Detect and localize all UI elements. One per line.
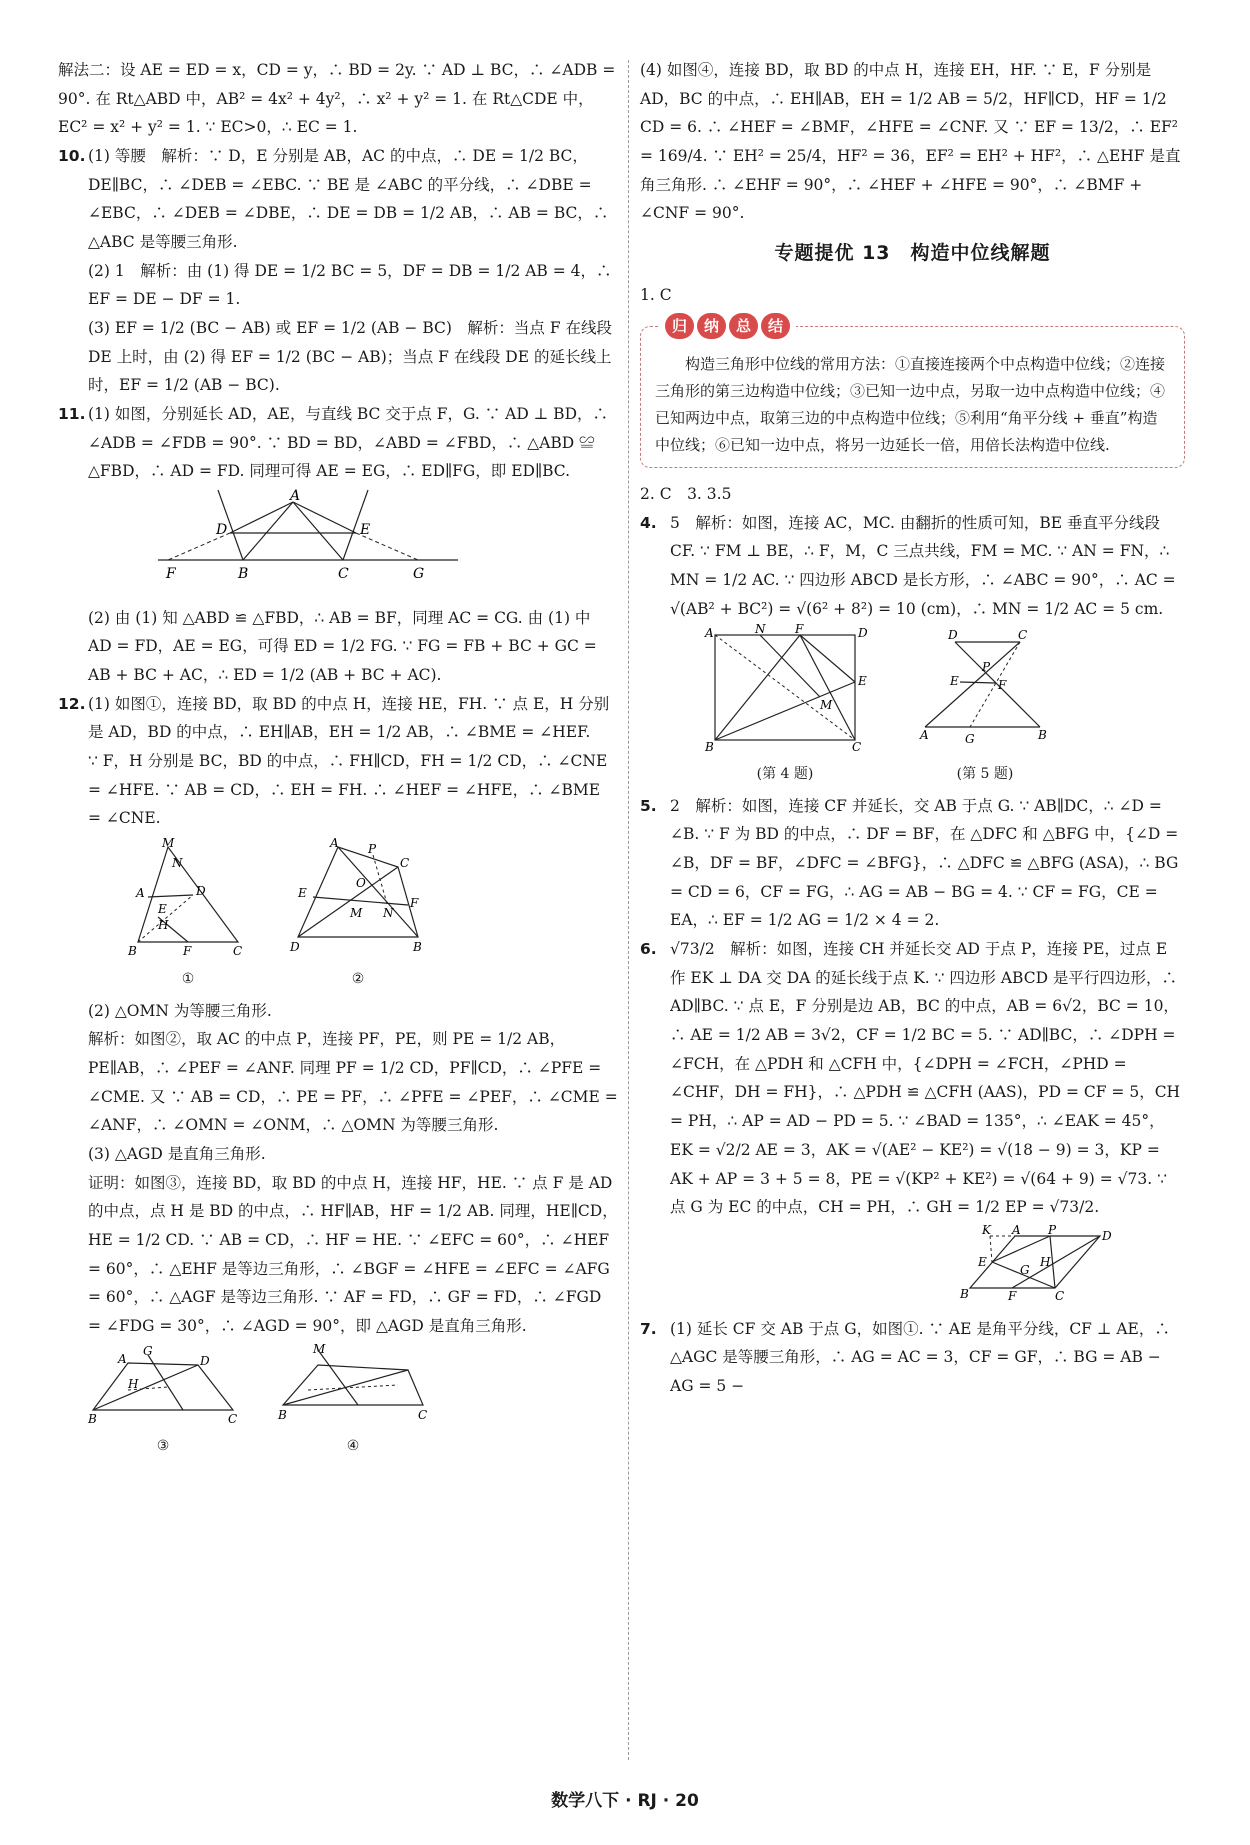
problem-12-part-2: (2) △OMN 为等腰三角形.: [88, 1001, 272, 1020]
svg-text:A: A: [136, 886, 145, 901]
svg-text:P: P: [982, 660, 991, 675]
figure-12-4: [278, 1341, 428, 1461]
svg-text:C: C: [1018, 628, 1028, 643]
svg-text:E: E: [298, 886, 307, 901]
svg-text:E: E: [158, 902, 167, 917]
caption-2: ②: [351, 970, 365, 987]
problem-12-part-2-solution: 解析：如图②，取 AC 的中点 P，连接 PF，PE，则 PE = 1/2 AB，PE∥AB，∴ ∠PEF = ∠ANF. 同理 PF = 1/2 CD，PF∥CD，∴ ∠PFE = ∠CME. 又 ∵ AB = CD，∴ PE = PF，∴ ∠PFE = ∠PEF，∴ ∠CME = ∠ANF，∴ ∠OMN = ∠ONM，∴ △OMN 为等腰三角形.: [88, 1030, 618, 1135]
svg-text:B: B: [238, 566, 249, 583]
figure-11: [58, 490, 618, 600]
svg-text:C: C: [418, 1407, 428, 1422]
problem-12-line-2: ∵ F，H 分别是 BC，BD 的中点，∴ FH∥CD，FH = 1/2 CD，∴ ∠CNE = ∠HFE. ∵ AB = CD，∴ EH = FH. ∴ ∠HEF = ∠HFE，∴ ∠BME = ∠CNE.: [88, 752, 608, 828]
svg-text:B: B: [88, 1411, 97, 1426]
svg-text:A: A: [290, 488, 301, 505]
answers-2-3: 2. C 3. 3.5: [640, 484, 732, 503]
solution-l1: 解法二：设 AE = ED = x，CD = y，∴ BD = 2y. ∵ AD ⊥ BC，∴ ∠ADB = 90°. 在 Rt△ABD 中，AB² = 4x² + 4y²，∴ x² + y² = 1. 在 Rt△CDE 中，EC² = x² + y² = 1. ∵ EC>0，∴ EC = 1.: [58, 61, 616, 137]
caption-3: ③: [156, 1438, 170, 1455]
svg-text:F: F: [795, 622, 804, 637]
problem-10-part-3: (3) EF = 1/2 (BC − AB) 或 EF = 1/2 (AB − BC) 解析：当点 F 在线段 DE 上时，由 (2) 得 EF = 1/2 (BC − AB)；当点 F 在线段 DE 的延长线上时，EF = 1/2 (AB − BC).: [88, 319, 613, 395]
figures-4-5: [640, 622, 1185, 788]
svg-text:M: M: [313, 1341, 326, 1356]
summary-tag-char: 总: [729, 313, 758, 339]
summary-text: 构造三角形中位线的常用方法：①直接连接两个中点构造中位线；②连接三角形的第三边构造中位线；③已知一边中点，另取一边中点构造中位线；④已知两边中点，取第三边的中点构造中位线；⑤利用“角平分线 + 垂直”构造中位线；⑥已知一边中点，将另一边延长一倍，用倍长法构造中位线.: [655, 354, 1166, 454]
caption-4: ④: [346, 1438, 360, 1455]
svg-text:B: B: [128, 944, 137, 959]
svg-text:D: D: [196, 884, 206, 899]
svg-text:B: B: [705, 740, 714, 755]
svg-text:A: A: [330, 836, 339, 851]
problem-text: (1) 如图，分别延长 AD，AE，与直线 BC 交于点 F，G. ∵ AD ⊥ BD，∴ ∠ADB = ∠FDB = 90°. ∵ BD = BD，∠ABD = ∠FBD，∴ △ABD ≌ △FBD，∴ AD = FD. 同理可得 AE = EG，∴ ED∥FG，即 ED∥BC.: [88, 405, 608, 481]
caption-fig4: (第 4 题): [756, 765, 814, 782]
problem-text: 2 解析：如图，连接 CF 并延长，交 AB 于点 G. ∵ AB∥DC，∴ ∠D = ∠B. ∵ F 为 BD 的中点，∴ DF = BF，在 △DFC 和 △BFG 中，{∠D = ∠B，DF = BF，∠DFC = ∠BFG}，∴ △DFC ≌ △BFG (ASA)，∴ BG = CD = 6，CF = FG，∴ AG = AB − BG = 4. ∵ CF = FG，CE = EA，∴ EF = 1/2 AG = 1/2 × 4 = 2.: [670, 796, 1179, 930]
summary-tag-char: 归: [665, 313, 694, 339]
figure-12-2: [288, 837, 428, 993]
solution-r1: (4) 如图④，连接 BD，取 BD 的中点 H，连接 EH，HF. ∵ E，F 分别是 AD，BC 的中点，∴ EH∥AB，EH = 1/2 AB = 5/2，HF∥CD，HF = 1/2 CD = 6. ∴ ∠HEF = ∠BMF，∠HFE = ∠CNF. 又 ∵ EF = 13/2，∴ EF² = 169/4. ∵ EH² = 25/4，HF² = 36，EF² = EH² + HF²，∴ △EHF 是直角三角形. ∴ ∠EHF = 90°，∴ ∠HEF + ∠HFE = 90°，∴ ∠BMF + ∠CNF = 90°.: [640, 61, 1181, 223]
summary-tag-char: 纳: [697, 313, 726, 339]
svg-text:G: G: [965, 732, 975, 747]
problem-text: (1) 如图①，连接 BD，取 BD 的中点 H，连接 HE，FH. ∵ 点 E，H 分别是 AD，BD 的中点，∴ EH∥AB，EH = 1/2 AB，∴ ∠BME = ∠HEF.: [88, 694, 610, 742]
svg-text:O: O: [356, 876, 366, 891]
svg-text:B: B: [413, 940, 422, 955]
svg-text:P: P: [368, 842, 377, 857]
summary-tag: [659, 313, 796, 339]
svg-text:D: D: [858, 626, 868, 641]
svg-text:E: E: [978, 1254, 987, 1269]
geometry-figure: [58, 490, 578, 590]
svg-text:F: F: [1008, 1288, 1017, 1303]
problem-number: 6.: [640, 940, 657, 959]
svg-text:M: M: [162, 836, 175, 851]
problem-11: [58, 400, 618, 486]
column-divider: [628, 60, 629, 1760]
figure-12-3: [88, 1345, 238, 1461]
svg-text:E: E: [950, 674, 959, 689]
figure-12-row2: [58, 1341, 618, 1461]
caption-1: ①: [181, 970, 195, 987]
svg-text:E: E: [360, 522, 371, 539]
page-footer: 数学八下 · RJ · 20: [551, 1790, 699, 1811]
problem-7: [640, 1315, 1185, 1401]
caption-fig5: (第 5 题): [956, 765, 1014, 782]
svg-text:C: C: [228, 1411, 238, 1426]
problem-number: 12.: [58, 694, 86, 713]
svg-text:D: D: [216, 522, 228, 539]
figure-6: [640, 1222, 1185, 1311]
svg-text:F: F: [183, 944, 192, 959]
figure-4: [700, 622, 870, 788]
problem-10: [58, 142, 618, 257]
problem-number: 7.: [640, 1319, 657, 1338]
problem-12-part-3: (3) △AGD 是直角三角形.: [88, 1145, 266, 1164]
problem-number: 5.: [640, 796, 657, 815]
figure-12-row1: [58, 837, 618, 993]
left-column: [58, 56, 618, 1464]
figure-5: [920, 627, 1050, 788]
section-title: 专题提优 13 构造中位线解题: [774, 242, 1051, 265]
problem-text: 5 解析：如图，连接 AC，MC. 由翻折的性质可知，BE 垂直平分线段 CF. ∵ FM ⊥ BE，∴ F，M，C 三点共线，FM = MC. ∵ AN = FN，∴ MN = 1/2 AC. ∵ 四边形 ABCD 是长方形，∴ ∠ABC = 90°，∴ AC = √(AB² + BC²) = √(6² + 8²) = 10 (cm)，∴ MN = 1/2 AC = 5 cm.: [670, 513, 1176, 618]
problem-11-part-2: (2) 由 (1) 知 △ABD ≌ △FBD，∴ AB = BF，同理 AC = CG. 由 (1) 中 AD = FD，AE = EG，可得 ED = 1/2 FG. ∵ FG = FB + BC + GC = AB + BC + AC，∴ ED = 1/2 (AB + BC + AC).: [88, 608, 597, 685]
problem-number: 10.: [58, 147, 86, 166]
problem-12-part-3-proof: 证明：如图③，连接 BD，取 BD 的中点 H，连接 HF，HE. ∵ 点 F 是 AD 的中点，点 H 是 BD 的中点，∴ HF∥AB，HF = 1/2 AB. 同理，HE∥CD，HE = 1/2 CD. ∵ AB = CD，∴ HF = HE. ∵ ∠EFC = 60°，∴ ∠HEF = 60°，∴ △EHF 是等边三角形，∴ ∠BGF = ∠HFE = ∠EFC = ∠AFG = 60°，∴ △AGF 是等边三角形. ∵ AF = FD，∴ GF = FD，∴ ∠FGD = ∠FDG = 30°，∴ ∠AGD = 90°，即 △AGD 是直角三角形.: [88, 1173, 618, 1336]
answer-1: 1. C: [640, 286, 672, 305]
problem-6: [640, 935, 1185, 1222]
svg-text:H: H: [128, 1376, 139, 1391]
svg-text:E: E: [858, 674, 867, 689]
svg-text:A: A: [1012, 1222, 1021, 1237]
problem-text: (1) 等腰 解析：∵ D，E 分别是 AB，AC 的中点，∴ DE = 1/2 BC，DE∥BC，∴ ∠DEB = ∠EBC. ∵ BE 是 ∠ABC 的平分线，∴ ∠DBE = ∠EBC，∴ ∠DEB = ∠DBE，∴ DE = DB = 1/2 AB，∴ AB = BC，∴ △ABC 是等腰三角形.: [88, 147, 609, 252]
svg-text:G: G: [143, 1343, 153, 1358]
problem-number: 4.: [640, 513, 657, 532]
svg-text:C: C: [400, 856, 410, 871]
svg-text:P: P: [1048, 1222, 1057, 1237]
problem-5: [640, 792, 1185, 935]
svg-text:F: F: [998, 678, 1007, 693]
svg-text:G: G: [1020, 1262, 1030, 1277]
problem-4: [640, 509, 1185, 624]
svg-text:F: F: [166, 566, 176, 583]
svg-text:C: C: [852, 740, 862, 755]
svg-text:K: K: [982, 1222, 991, 1237]
svg-text:N: N: [172, 856, 183, 871]
figure-12-1: [128, 837, 248, 993]
svg-text:M: M: [350, 906, 363, 921]
svg-text:H: H: [1040, 1254, 1051, 1269]
svg-text:B: B: [1038, 728, 1047, 743]
problem-text: √73/2 解析：如图，连接 CH 并延长交 AD 于点 P，连接 PE，过点 E 作 EK ⊥ DA 交 DA 的延长线于点 K. ∵ 四边形 ABCD 是平行四边形，∴ AD∥BC. ∵ 点 E，F 分别是边 AB，BC 的中点，AB = 6√2，BC = 10，∴ AE = 1/2 AB = 3√2，CF = 1/2 BC = 5. ∵ AD∥BC，∴ ∠DPH = ∠FCH，在 △PDH 和 △CFH 中，{∠DPH = ∠FCH，∠PHD = ∠CHF，DH = FH}，∴ △PDH ≌ △CFH (AAS)，PD = CF = 5，CH = PH，∴ AP = AD − PD = 5. ∵ ∠BAD = 135°，∴ ∠EAK = 45°，EK = √2/2 AE = 3，AK = √(AE² − KE²) = √(18 − 9) = 3，KP = AK + AP = 3 + 5 = 8，PE = √(KP² + KE²) = √(64 + 9) = √73. ∵ 点 G 为 EC 的中点，CH = PH，∴ GH = 1/2 EP = √73/2.: [670, 940, 1181, 1217]
svg-text:C: C: [338, 566, 349, 583]
svg-text:N: N: [383, 906, 394, 921]
problem-10-part-2: (2) 1 解析：由 (1) 得 DE = 1/2 BC = 5，DF = DB = 1/2 AB = 4，∴ EF = DE − DF = 1.: [88, 261, 612, 309]
right-column: [640, 56, 1185, 1401]
summary-box: [640, 316, 1185, 468]
problem-number: 11.: [58, 405, 86, 424]
svg-text:D: D: [200, 1353, 210, 1368]
svg-text:B: B: [960, 1286, 969, 1301]
svg-text:A: A: [118, 1351, 127, 1366]
svg-text:C: C: [233, 944, 243, 959]
svg-text:A: A: [920, 728, 929, 743]
svg-text:G: G: [413, 566, 425, 583]
svg-text:D: D: [948, 628, 958, 643]
svg-text:C: C: [1055, 1288, 1065, 1303]
svg-text:F: F: [410, 896, 419, 911]
problem-text: (1) 延长 CF 交 AB 于点 G，如图①. ∵ AE 是角平分线，CF ⊥ AE，∴ △AGC 是等腰三角形，∴ AG = AC = 3，CF = GF，∴ BG = AB − AG = 5 −: [670, 1319, 1170, 1395]
svg-text:D: D: [290, 940, 300, 955]
problem-12: [58, 690, 618, 747]
svg-text:M: M: [820, 698, 833, 713]
svg-text:N: N: [755, 622, 766, 637]
svg-text:D: D: [1102, 1228, 1112, 1243]
svg-text:B: B: [278, 1407, 287, 1422]
svg-text:A: A: [705, 626, 714, 641]
svg-text:H: H: [158, 918, 169, 933]
summary-tag-char: 结: [761, 313, 790, 339]
